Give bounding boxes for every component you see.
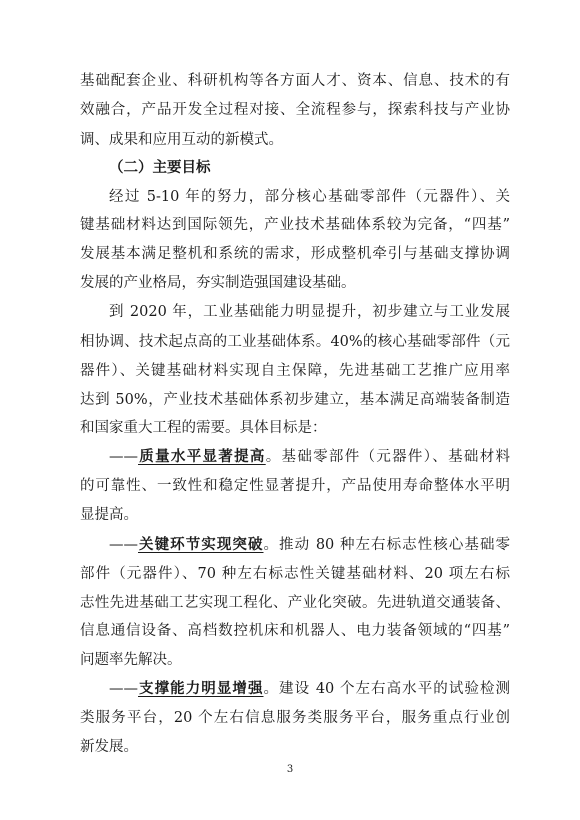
text-line: 相协调、技术起点高的工业基础体系。40%的核心基础零部件（元 [80,333,510,350]
text-line: 和国家重大工程的需要。具体目标是： [80,420,327,437]
page-number: 3 [286,764,294,775]
goal-text: 。推动 80 种左右标志性核心基础零 [263,536,510,553]
dash: —— [109,536,138,553]
text-line: 器件）、关键基础材料实现自主保障，先进基础工艺推广应用率 [80,362,510,379]
text-line: 键基础材料达到国际领先，产业技术基础体系较为完备，“四基” [80,217,510,234]
text-line: 信息通信设备、高档数控机床和机器人、电力装备领域的“四基” [80,623,510,640]
goal-item-first-line [109,446,510,468]
goal-title: 质量水平显著提高 [138,448,266,466]
text-line: 经过 5-10 年的努力，部分核心基础零部件（元器件）、关 [109,188,510,205]
text-line: 新发展。 [80,739,138,755]
goal-title: 关键环节实现突破 [138,535,264,553]
text-line: 基础配套企业、科研机构等各方面人才、资本、信息、技术的有 [80,73,510,89]
text-line: 发展的产业格局，夯实制造强国建设基础。 [80,275,356,292]
text-line: 调、成果和应用互动的新模式。 [80,131,283,148]
goal-title: 支撑能力明显增强 [138,680,264,698]
text-line: 问题率先解决。 [80,652,182,669]
dash: —— [109,449,138,466]
text-line: 效融合，产品开发全过程对接、全流程参与，探索科技与产业协 [80,101,510,118]
text-line: 显提高。 [80,507,138,524]
text-line: 达到 50%，产业技术基础体系初步建立，基本满足高端装备制造 [80,391,510,408]
text-line: 发展基本满足整机和系统的需求，形成整机牵引与基础支撑协调 [80,246,510,263]
text-line: 志性先进基础工艺实现工程化、产业化突破。先进轨道交通装备、 [80,594,510,611]
text-line: 到 2020 年，工业基础能力明显提升，初步建立与工业发展 [109,304,510,320]
text-line: 的可靠性、一致性和稳定性显著提升，产品使用寿命整体水平明 [80,478,510,495]
text-line: 部件（元器件）、70 种左右标志性关键基础材料、20 项左右标 [80,565,510,582]
goal-text: 。建设 40 个左右高水平的试验检测 [263,681,510,698]
goal-item-first-line [109,534,510,556]
goal-item-first-line [109,678,510,700]
text-line: 类服务平台，20 个左右信息服务类服务平台，服务重点行业创 [80,710,510,727]
goal-text: 。基础零部件（元器件）、基础材料 [265,449,510,466]
dash: —— [109,681,138,698]
section-heading: （二）主要目标 [109,158,211,176]
